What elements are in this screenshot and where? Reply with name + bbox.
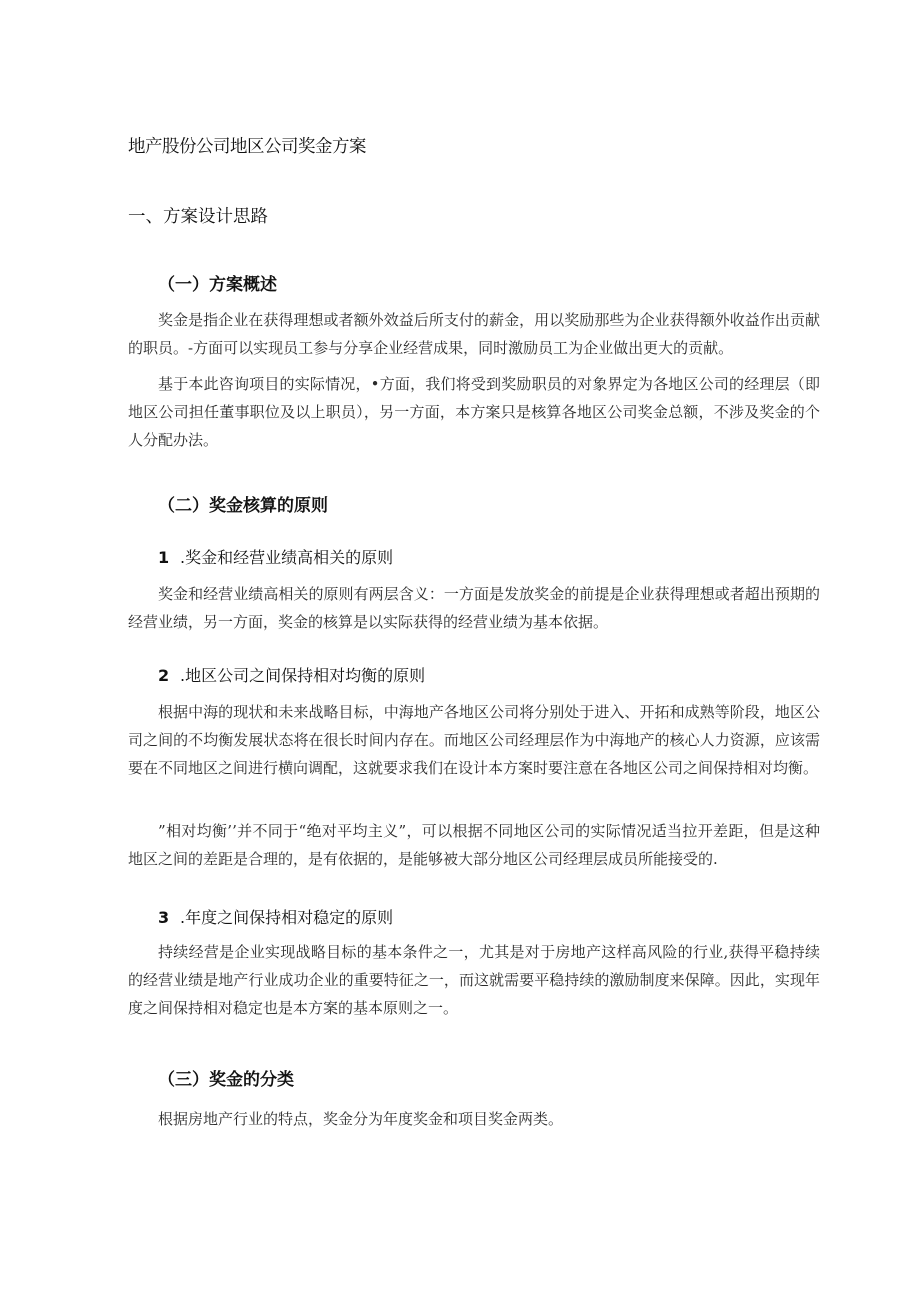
principle-label-2: .地区公司之间保持相对均衡的原则 bbox=[180, 666, 426, 685]
principle-number-3: 3 bbox=[158, 908, 170, 927]
section-heading-1: 一、方案设计思路 bbox=[128, 207, 268, 227]
subsection-heading-principles: （二）奖金核算的原则 bbox=[158, 496, 328, 516]
document-title: 地产股份公司地区公司奖金方案 bbox=[128, 137, 366, 157]
paragraph-principle-3: 持续经营是企业实现战略目标的基本条件之一，尤其是对于房地产这样高风险的行业,获得平稳持续的经营业绩是地产行业成功企业的重要特征之一，而这就需要平稳持续的激励制度来保障。因此，实现年度之间保持相对稳定也是本方案的基本原则之一。 bbox=[128, 943, 820, 1017]
principle-heading-3 bbox=[158, 905, 393, 928]
principle-heading-2 bbox=[158, 663, 425, 686]
principle-label-1: .奖金和经营业绩高相关的原则 bbox=[180, 548, 394, 567]
paragraph-principle-1: 奖金和经营业绩高相关的原则有两层含义：一方面是发放奖金的前提是企业获得理想或者超出预期的经营业绩，另一方面，奖金的核算是以实际获得的经营业绩为基本依据。 bbox=[128, 585, 820, 631]
principle-number-2: 2 bbox=[158, 666, 170, 685]
principle-heading-1 bbox=[158, 545, 393, 568]
paragraph-principle-2a: 根据中海的现状和未来战略目标，中海地产各地区公司将分别处于进入、开拓和成熟等阶段，地区公司之间的不均衡发展状态将在很长时间内存在。而地区公司经理层作为中海地产的核心人力资源，应该需要在不同地区之间进行横向调配，这就要求我们在设计本方案时要注意在各地区公司之间保持相对均衡。 bbox=[128, 703, 820, 777]
subsection-heading-overview: （一）方案概述 bbox=[158, 275, 277, 295]
principle-label-3: .年度之间保持相对稳定的原则 bbox=[180, 908, 394, 927]
paragraph-overview-2: 基于本此咨询项目的实际情况，•方面，我们将受到奖励职员的对象界定为各地区公司的经理层（即地区公司担任董事职位及以上职员），另一方面，本方案只是核算各地区公司奖金总额，不涉及奖金的个人分配办法。 bbox=[128, 375, 820, 449]
paragraph-principle-2b: ”相对均衡’’并不同于“绝对平均主义”，可以根据不同地区公司的实际情况适当拉开差距，但是这种地区之间的差距是合理的，是有依据的，是能够被大部分地区公司经理层成员所能接受的. bbox=[128, 822, 820, 868]
subsection-heading-classification: （三）奖金的分类 bbox=[158, 1070, 294, 1090]
principle-number-1: 1 bbox=[158, 548, 170, 567]
paragraph-classification: 根据房地产行业的特点，奖金分为年度奖金和项目奖金两类。 bbox=[158, 1110, 564, 1128]
paragraph-overview-1: 奖金是指企业在获得理想或者额外效益后所支付的薪金，用以奖励那些为企业获得额外收益作出贡献的职员。-方面可以实现员工参与分享企业经营成果，同时激励员工为企业做出更大的贡献。 bbox=[128, 311, 820, 357]
